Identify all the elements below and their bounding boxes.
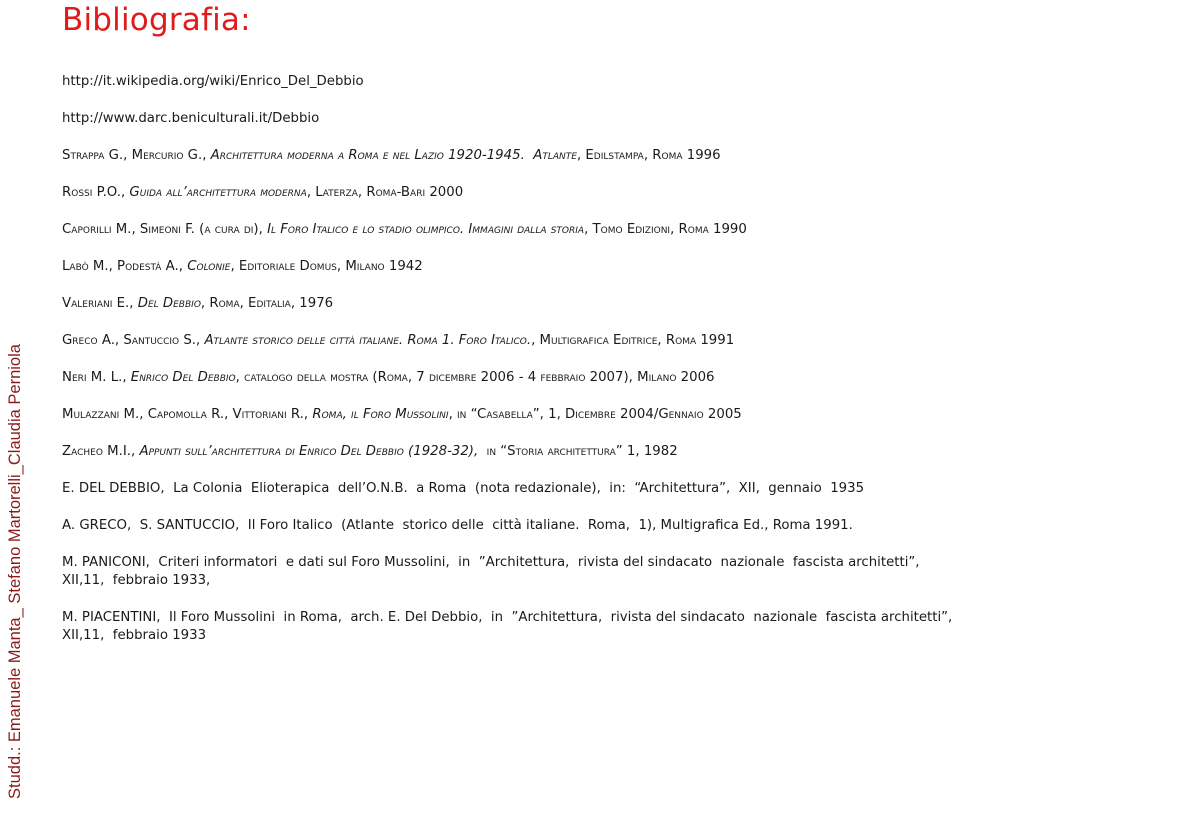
entry-publisher: , Editoriale Domus, Milano 1942 <box>230 259 423 274</box>
bibliography-entry <box>62 147 1082 165</box>
entry-title: Colonie <box>187 259 231 274</box>
bibliography-entry: E. DEL DEBBIO, La Colonia Elioterapica dell’O.N.B. a Roma (nota redazionale), in: “Architettura”, XII, gennaio 1935 <box>62 481 865 496</box>
entry-authors: Neri M. L., <box>62 370 131 385</box>
entry-publisher: , Edilstampa, Roma 1996 <box>576 148 721 163</box>
entry-title: Architettura moderna a Roma e nel Lazio 1920-1945. Atlante <box>210 148 577 163</box>
entry-title: Appunti sull’architettura di Enrico Del Debbio (1928-32), <box>139 444 479 459</box>
bibliography-entry <box>62 332 1082 350</box>
entry-title: Roma, il Foro Mussolini <box>312 407 449 422</box>
entry-title: Del Debbio <box>137 296 201 311</box>
bibliography-entry: M. PANICONI, Criteri informatori e dati sul Foro Mussolini, in ”Architettura, rivista del sindacato nazionale fascista architetti”, XII,11, febbraio 1933, <box>62 555 920 588</box>
bibliography-entry <box>62 406 1082 424</box>
entry-authors: Zacheo M.I., <box>62 444 140 459</box>
entry-publisher: , Roma, Editalia, 1976 <box>200 296 334 311</box>
bibliography-entry <box>62 295 1082 313</box>
entry-authors: Greco A., Santuccio S., <box>62 333 205 348</box>
entry-authors: Valeriani E., <box>62 296 138 311</box>
bibliography-entry: A. GRECO, S. SANTUCCIO, Il Foro Italico (Atlante storico delle città italiane. Roma, 1), Multigrafica Ed., Roma 1991. <box>62 518 853 533</box>
entry-publisher: in “Storia architettura” 1, 1982 <box>478 444 678 459</box>
entry-authors: Mulazzani M., Capomolla R., Vittoriani R., <box>62 407 313 422</box>
entry-publisher: , catalogo della mostra (Roma, 7 dicembre 2006 - 4 febbraio 2007), Milano 2006 <box>235 370 715 385</box>
entry-title: Enrico Del Debbio <box>130 370 236 385</box>
entry-publisher: , Tomo Edizioni, Roma 1990 <box>584 222 747 237</box>
bibliography-entry: M. PIACENTINI, Il Foro Mussolini in Roma, arch. E. Del Debbio, in ”Architettura, rivista del sindacato nazionale fascista architetti”, XII,11, febbraio 1933 <box>62 610 953 643</box>
entry-authors: Rossi P.O., <box>62 185 130 200</box>
bibliography-entry: http://it.wikipedia.org/wiki/Enrico_Del_Debbio <box>62 74 364 89</box>
entry-publisher: , in “Casabella”, 1, Dicembre 2004/Gennaio 2005 <box>448 407 742 422</box>
bibliography-entry <box>62 258 1082 276</box>
bibliography-entry <box>62 443 1082 461</box>
bibliography-entry: http://www.darc.beniculturali.it/Debbio <box>62 111 320 126</box>
entry-authors: Labò M., Podestà A., <box>62 259 188 274</box>
entry-publisher: , Multigrafica Editrice, Roma 1991 <box>531 333 735 348</box>
entry-authors: Strappa G., Mercurio G., <box>62 148 211 163</box>
entry-publisher: , Laterza, Roma-Bari 2000 <box>306 185 464 200</box>
bibliography-entry <box>62 369 1082 387</box>
entry-authors: Caporilli M., Simeoni F. (a cura di), <box>62 222 268 237</box>
bibliography-entry <box>62 221 1082 239</box>
entry-title: Il Foro Italico e lo stadio olimpico. Immagini dalla storia <box>267 222 585 237</box>
students-credit: Studd.: Emanuele Manta_ Stefano Martorelli_Claudia Perniola <box>6 344 24 799</box>
bibliography-entry <box>62 184 1082 202</box>
entry-title: Guida all’architettura moderna <box>129 185 307 200</box>
page-title: Bibliografia: <box>62 2 251 38</box>
entry-title: Atlante storico delle città italiane. Roma 1. Foro Italico. <box>204 333 532 348</box>
